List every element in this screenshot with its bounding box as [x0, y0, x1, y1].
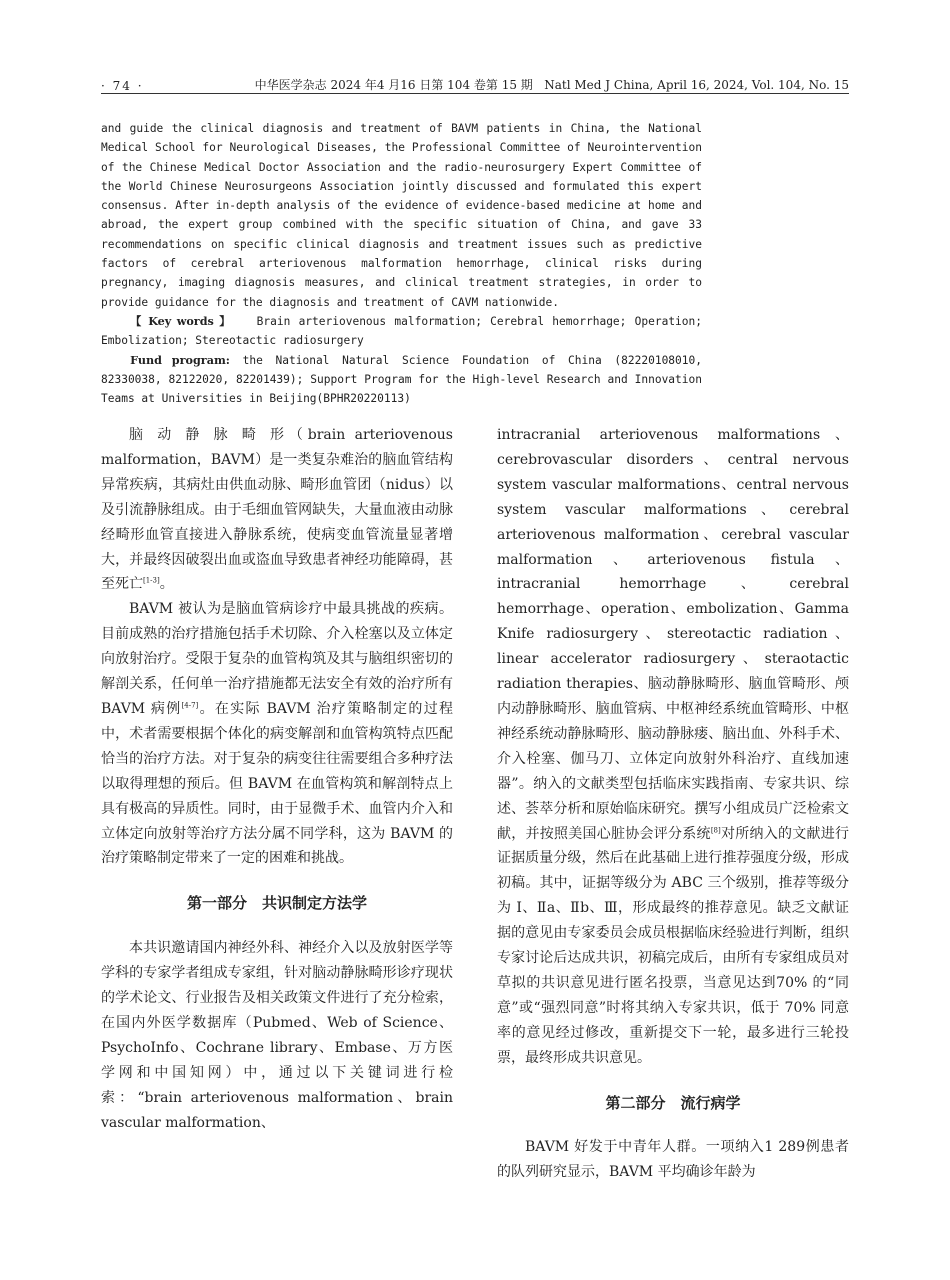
- page-number: · 74 ·: [101, 79, 144, 93]
- right-column: [497, 423, 849, 1185]
- abstract-text: and guide the clinical diagnosis and treatment of BAVM patients in China, the National Medical School for Neurological Diseases, the Professional Committee of Neurointervention of the Chinese Medical Doctor Association and the radio-neurosurgery Expert Committee of the World Chinese Neurosurgeons Association jointly discussed and formulated this expert consensus. After in-depth analysis of the evidence of evidence-based medicine at home and abroad, the expert group combined with the specific situation of China, and gave 33 recommendations on specific clinical diagnosis and treatment issues such as predictive factors of cerebral arteriovenous malformation hemorrhage, clinical risks during pregnancy, imaging diagnosis measures, and clinical treatment strategies, in order to provide guidance for the diagnosis and treatment of CAVM nationwide.: [101, 122, 702, 309]
- journal-citation-cn: 中华医学杂志 2024 年4 月16 日第 104 卷第 15 期: [254, 78, 533, 92]
- methodology-paragraph-cont: intracranial arteriovenous malformations、cerebrovascular disorders、central nervous system vascular malformations、central nervous system vascular malformations、cerebral arteriovenous malformation、cerebral vascular malformation、arteriovenous fistula、intracranial hemorrhage、cerebral hemorrhage、operation、embolization、Gamma Knife radiosurgery、stereotactic radiation、linear accelerator radiosurgery、steraotactic radiation therapies、脑动静脉畸形、脑血管畸形、颅内动静脉畸形、脑血管病、中枢神经系统血管畸形、中枢神经系统动静脉畸形、脑动静脉瘘、脑出血、外科手术、介入栓塞、伽马刀、立体定向放射外科治疗、直线加速器”。纳入的文献类型包括临床实践指南、专家共识、综述、荟萃分析和原始临床研究。撰写小组成员广泛检索文献，并按照美国心脏协会评分系统[8]对所纳入的文献进行证据质量分级，然后在此基础上进行推荐强度分级，形成初稿。其中，证据等级分为 ABC 三个级别，推荐等级分为 Ⅰ、Ⅱa、Ⅱb、Ⅲ，形成最终的推荐意见。缺乏文献证据的意见由专家委员会成员根据临床经验进行判断，组织专家讨论后达成共识，初稿完成后，由所有专家组成员对草拟的共识意见进行匿名投票，当意见达到70% 的“同意”或“强烈同意”时将其纳入专家共识，低于 70% 同意率的意见经过修改，重新提交下一轮，最多进行三轮投票，最终形成共识意见。: [497, 427, 850, 1066]
- methodology-paragraph: 本共识邀请国内神经外科、神经介入以及放射医学等学科的专家学者组成专家组，针对脑动静脉畸形诊疗现状的学术论文、行业报告及相关政策文件进行了充分检索，在国内外医学数据库（Pubmed、Web of Science、PsychoInfo、Cochrane library、Embase、万方医学网和中国知网）中，通过以下关键词进行检索：“brain arteriovenous malformation、brain vascular malformation、: [101, 940, 453, 1131]
- fund-program: [101, 351, 702, 409]
- citation: [1-3]: [143, 576, 160, 585]
- journal-citation: [255, 76, 849, 93]
- header-rule: [101, 93, 849, 94]
- citation: [8]: [710, 825, 721, 834]
- section-title-methodology: 第一部分 共识制定方法学: [186, 894, 367, 913]
- section-title-epidemiology: 第二部分 流行病学: [605, 1093, 741, 1112]
- running-header: [101, 76, 849, 93]
- citation: [4-7]: [181, 701, 199, 710]
- keywords: [101, 312, 702, 351]
- keywords-label: 【 Key words 】: [130, 313, 232, 328]
- english-abstract: [101, 119, 702, 408]
- keywords-list: Brain arteriovenous malformation; Cerebral hemorrhage; Operation; Embolization; Stereotactic radiosurgery: [101, 314, 702, 348]
- journal-citation-en: Natl Med J China, April 16, 2024, Vol. 104, No. 15: [544, 78, 849, 92]
- left-column: [101, 423, 453, 1135]
- fund-text: the National Natural Science Foundation of China (82220108010, 82330038, 82122020, 82201439); Support Program for the High-level Research and Innovation Teams at Universities in Beijing(BPHR20220113): [101, 353, 702, 406]
- epidemiology-paragraph: BAVM 好发于中青年人群。一项纳入1 289例患者的队列研究显示，BAVM 平均确诊年龄为: [497, 1139, 849, 1181]
- intro-paragraph-2: BAVM 被认为是脑血管病诊疗中最具挑战的疾病。目前成熟的治疗措施包括手术切除、介入栓塞以及立体定向放射治疗。受限于复杂的血管构筑及其与脑组织密切的解剖关系，任何单一治疗措施都无法安全有效的治疗所有 BAVM 病例[4-7]。在实际 BAVM 治疗策略制定的过程中，术者需要根据个体化的病变解剖和血管构筑特点匹配恰当的治疗方法。对于复杂的病变往往需要组合多种疗法以取得理想的预后。但 BAVM 在血管构筑和解剖特点上具有极高的异质性。同时，由于显微手术、血管内介入和立体定向放射等治疗方法分属不同学科，这为 BAVM 的治疗策略制定带来了一定的困难和挑战。: [101, 601, 454, 867]
- intro-paragraph-1: 脑 动 静 脉 畸 形（brain arteriovenous malformation，BAVM）是一类复杂难治的脑血管结构异常疾病，其病灶由供血动脉、畸形血管团（nidus）以及引流静脉组成。由于毛细血管网缺失，大量血液由动脉经畸形血管直接进入静脉系统，使病变血管流量显著增大，并最终因破裂出血或盗血导致患者神经功能障碍，甚至死亡[1-3]。: [101, 427, 453, 593]
- fund-label: Fund program:: [130, 352, 230, 367]
